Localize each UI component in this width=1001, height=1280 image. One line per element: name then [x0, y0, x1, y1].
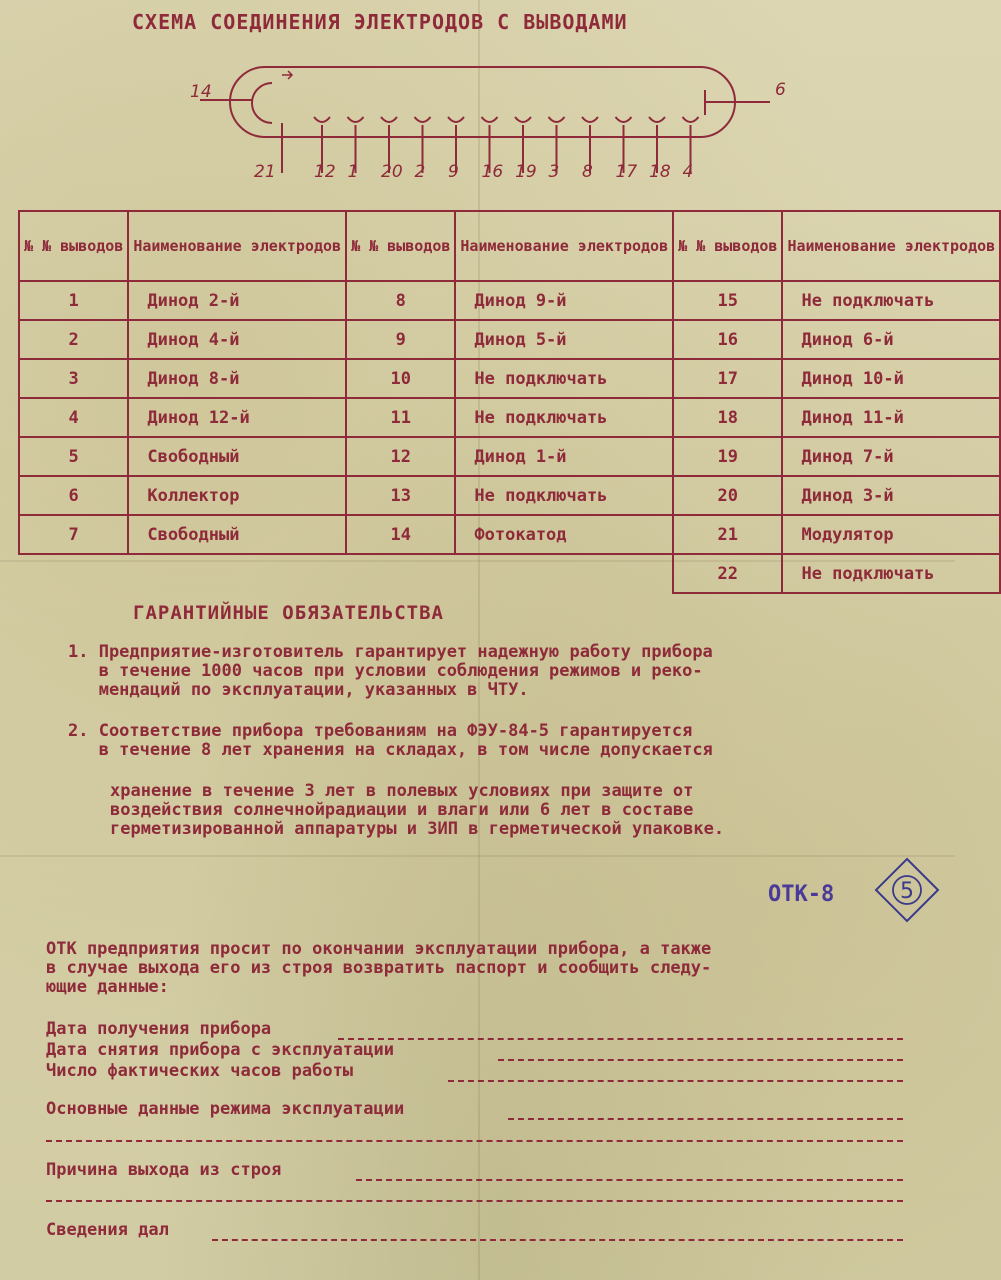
col-header-num: № № выводов	[673, 211, 782, 281]
electrode-name-cell: Не подключать	[782, 281, 1000, 320]
field-hours-line[interactable]	[448, 1080, 903, 1082]
electrode-name-cell: Динод 4-й	[128, 320, 346, 359]
col-header-num: № № выводов	[19, 211, 128, 281]
electrode-name-cell: Динод 1-й	[455, 437, 673, 476]
table-row	[19, 281, 1000, 320]
empty-cell	[346, 554, 455, 593]
table-row	[19, 398, 1000, 437]
electrode-name-cell: Не подключать	[782, 554, 1000, 593]
field-removed-line[interactable]	[498, 1059, 903, 1061]
empty-cell	[19, 554, 128, 593]
col-header-name: Наименование электродов	[128, 211, 346, 281]
guarantee-paragraph-3: хранение в течение 3 лет в полевых условиях при защите от воздействия солнечнойрадиации и влаги или 6 лет в составе герметизированной аппаратуры и ЗИП в герметической упаковке.	[110, 781, 725, 839]
pin-label: 2	[414, 162, 426, 182]
table-row	[19, 476, 1000, 515]
pin-table	[18, 210, 1001, 594]
pin-label: 21	[254, 162, 276, 182]
field-received-line[interactable]	[338, 1038, 903, 1040]
guarantee-title: ГАРАНТИЙНЫЕ ОБЯЗАТЕЛЬСТВА	[133, 602, 444, 624]
electrode-name-cell: Фотокатод	[455, 515, 673, 554]
field-info-line[interactable]	[212, 1239, 903, 1241]
electrode-name-cell: Модулятор	[782, 515, 1000, 554]
pin-label: 16	[481, 162, 504, 182]
pin-number-cell: 17	[673, 359, 782, 398]
electrode-name-cell: Динод 3-й	[782, 476, 1000, 515]
pin-number-cell: 1	[19, 281, 128, 320]
electrode-name-cell: Динод 12-й	[128, 398, 346, 437]
electrode-name-cell: Динод 9-й	[455, 281, 673, 320]
table-row	[19, 320, 1000, 359]
pin-number-cell: 14	[346, 515, 455, 554]
pin-number-cell: 21	[673, 515, 782, 554]
field-mode-line-2[interactable]	[46, 1140, 903, 1142]
return-request-text: ОТК предприятия просит по окончании эксплуатации прибора, а также в случае выхода его из строя возвратить паспорт и сообщить следу- ющие данные:	[46, 939, 712, 997]
electrode-name-cell: Не подключать	[455, 359, 673, 398]
photocathode-symbol	[252, 83, 272, 123]
empty-cell	[455, 554, 673, 593]
pin-number-cell: 15	[673, 281, 782, 320]
tube-diagram	[170, 55, 810, 185]
pin-label: 18	[649, 162, 671, 182]
field-reason-label: Причина выхода из строя	[46, 1160, 282, 1180]
field-received-label: Дата получения прибора	[46, 1019, 272, 1039]
pin-label: 8	[582, 162, 593, 182]
electrode-name-cell: Динод 7-й	[782, 437, 1000, 476]
pin-label: 19	[515, 162, 537, 182]
electrode-name-cell: Коллектор	[128, 476, 346, 515]
electrode-name-cell: Свободный	[128, 515, 346, 554]
electrode-name-cell: Динод 5-й	[455, 320, 673, 359]
stamp-number: 5	[900, 879, 914, 904]
electrode-name-cell: Не подключать	[455, 398, 673, 437]
pin-label: 4	[682, 162, 694, 182]
otk-stamp-label: ОТК-8	[768, 882, 835, 907]
pin-number-cell: 16	[673, 320, 782, 359]
pin-label-right: 6	[775, 80, 786, 100]
pin-number-cell: 6	[19, 476, 128, 515]
pin-number-cell: 4	[19, 398, 128, 437]
electrode-name-cell: Не подключать	[455, 476, 673, 515]
pin-number-cell: 7	[19, 515, 128, 554]
pin-number-cell: 18	[673, 398, 782, 437]
table-row	[19, 515, 1000, 554]
pin-number-cell: 8	[346, 281, 455, 320]
pin-label: 12	[314, 162, 336, 182]
electrode-name-cell: Динод 2-й	[128, 281, 346, 320]
pin-label: 17	[615, 162, 638, 182]
electrode-name-cell: Динод 11-й	[782, 398, 1000, 437]
paper-fold-horizontal	[0, 855, 955, 857]
pin-number-cell: 20	[673, 476, 782, 515]
field-hours-label: Число фактических часов работы	[46, 1061, 354, 1081]
pin-number-cell: 12	[346, 437, 455, 476]
pin-number-cell: 11	[346, 398, 455, 437]
col-header-name: Наименование электродов	[455, 211, 673, 281]
pin-number-cell: 9	[346, 320, 455, 359]
pin-label-left: 14	[190, 82, 212, 102]
guarantee-paragraph-1: 1. Предприятие-изготовитель гарантирует надежную работу прибора в течение 1000 часов при условии соблюдения режимов и реко- мендаций по эксплуатации, указанных в ЧТУ.	[68, 642, 713, 700]
electrode-name-cell: Динод 6-й	[782, 320, 1000, 359]
electrode-name-cell: Динод 10-й	[782, 359, 1000, 398]
field-reason-line-2[interactable]	[46, 1200, 903, 1202]
electrode-name-cell: Свободный	[128, 437, 346, 476]
field-mode-label: Основные данные режима эксплуатации	[46, 1099, 405, 1119]
pin-number-cell: 22	[673, 554, 782, 593]
pin-number-cell: 10	[346, 359, 455, 398]
pin-number-cell: 19	[673, 437, 782, 476]
pin-number-cell: 2	[19, 320, 128, 359]
pin-number-cell: 13	[346, 476, 455, 515]
paper-fold-vertical	[478, 0, 480, 1280]
pin-label: 3	[548, 162, 560, 182]
col-header-num: № № выводов	[346, 211, 455, 281]
scheme-title: СХЕМА СОЕДИНЕНИЯ ЭЛЕКТРОДОВ С ВЫВОДАМИ	[132, 10, 628, 34]
pin-number-cell: 5	[19, 437, 128, 476]
electrode-name-cell: Динод 8-й	[128, 359, 346, 398]
table-row	[19, 554, 1000, 593]
pin-label: 20	[381, 162, 403, 182]
field-info-label: Сведения дал	[46, 1220, 169, 1240]
empty-cell	[128, 554, 346, 593]
field-reason-line[interactable]	[356, 1179, 903, 1181]
guarantee-paragraph-2: 2. Соответствие прибора требованиям на ФЭУ-84-5 гарантируется в течение 8 лет хранения на складах, в том числе допускается	[68, 721, 713, 760]
col-header-name: Наименование электродов	[782, 211, 1000, 281]
table-row	[19, 359, 1000, 398]
table-row	[19, 437, 1000, 476]
field-removed-label: Дата снятия прибора с эксплуатации	[46, 1040, 394, 1060]
pin-label: 1	[347, 162, 359, 182]
pin-label: 9	[448, 162, 459, 182]
otk-diamond-stamp	[872, 855, 942, 925]
pin-number-cell: 3	[19, 359, 128, 398]
field-mode-line[interactable]	[508, 1118, 903, 1120]
